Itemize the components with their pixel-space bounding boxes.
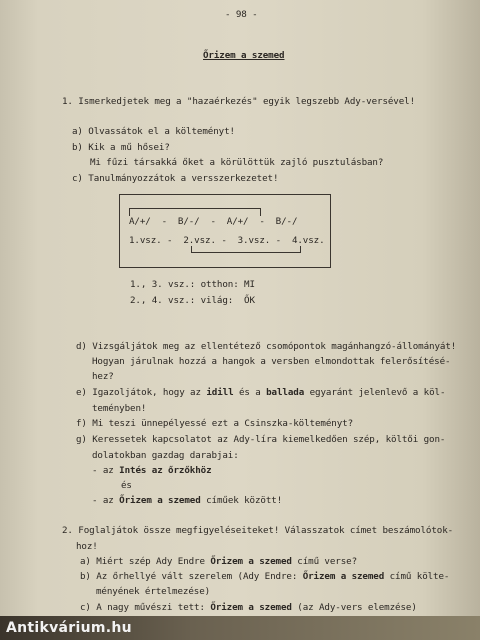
structure-diagram-frame [119,194,331,268]
q1-item-e-line1: e) Igazoljátok, hogy az idill és a ballada egyaránt jelenlevő a köl- [76,387,446,398]
diagram-bracket-a-right [260,208,261,216]
q1-item-d-line2: Hogyan járulnak hozzá a hangok a versben elmondottak felerősítésé- [92,356,451,367]
q1-item-d-line1: d) Vizsgáljátok meg az ellentétező csomópontok magánhangzó-állományát! [76,341,457,352]
q2-item-b-line1: b) Az őrhellyé vált szerelem (Ady Endre: Őrizem a szemed című költe- [80,571,450,582]
question-1: 1. Ismerkedjetek meg a "hazaérkezés" egyik legszebb Ady-versével! [62,96,416,107]
q1-item-c: c) Tanulmányozzátok a versszerkezetet! [72,173,279,184]
diagram-bracket-b-left [191,246,192,253]
diagram-bracket-a-left [129,208,130,216]
watermark-logo: Antikvárium.hu [6,620,132,636]
q1-item-b-line1: b) Kik a mű hősei? [72,142,170,153]
q1-item-f: f) Mi teszi ünnepélyessé ezt a Csinszka-költeményt? [76,418,353,429]
q2-item-c: c) A nagy művészi tett: Őrizem a szemed (az Ady-vers elemzése) [80,602,417,613]
diagram-note-2: 2., 4. vsz.: világ: ŐK [130,295,255,306]
q2-item-a: a) Miért szép Ady Endre Őrizem a szemed című verse? [80,556,358,567]
q1-item-g-line1: g) Keressetek kapcsolatot az Ady-líra kiemelkedően szép, költői gon- [76,434,446,445]
diagram-note-1: 1., 3. vsz.: otthon: MI [130,279,255,290]
diagram-row-1: A/+/ - B/-/ - A/+/ - B/-/ [129,216,298,227]
q1-item-g-line2: dolatokban gazdag darabjai: [92,450,239,461]
q2-item-b-line2: ményének értelmezése) [96,586,211,597]
question-2-line2: hoz! [76,541,98,552]
diagram-row-2: 1.vsz. - 2.vsz. - 3.vsz. - 4.vsz. [129,235,325,246]
q1-item-a: a) Olvassátok el a költeményt! [72,126,235,137]
diagram-bracket-b-bottom [191,252,301,253]
diagram-bracket-a-top [129,208,261,209]
q1-item-d-line3: hez? [92,371,114,382]
q1-item-g-line3: - az Intés az őrzőkhöz [92,465,212,476]
page-number: - 98 - [225,9,258,20]
page-title: Őrizem a szemed [203,50,285,61]
q1-item-g-line5: - az Őrizem a szemed címűek között! [92,495,283,506]
q1-item-b-line2: Mi fűzi társakká őket a körülöttük zajló pusztulásban? [90,157,384,168]
diagram-bracket-b-right [300,246,301,253]
question-2-line1: 2. Foglaljátok össze megfigyeléseiteket! Válasszatok címet beszámolótok- [62,525,454,536]
q1-item-g-line4: és [121,480,132,491]
q1-item-e-line2: teményben! [92,403,147,414]
